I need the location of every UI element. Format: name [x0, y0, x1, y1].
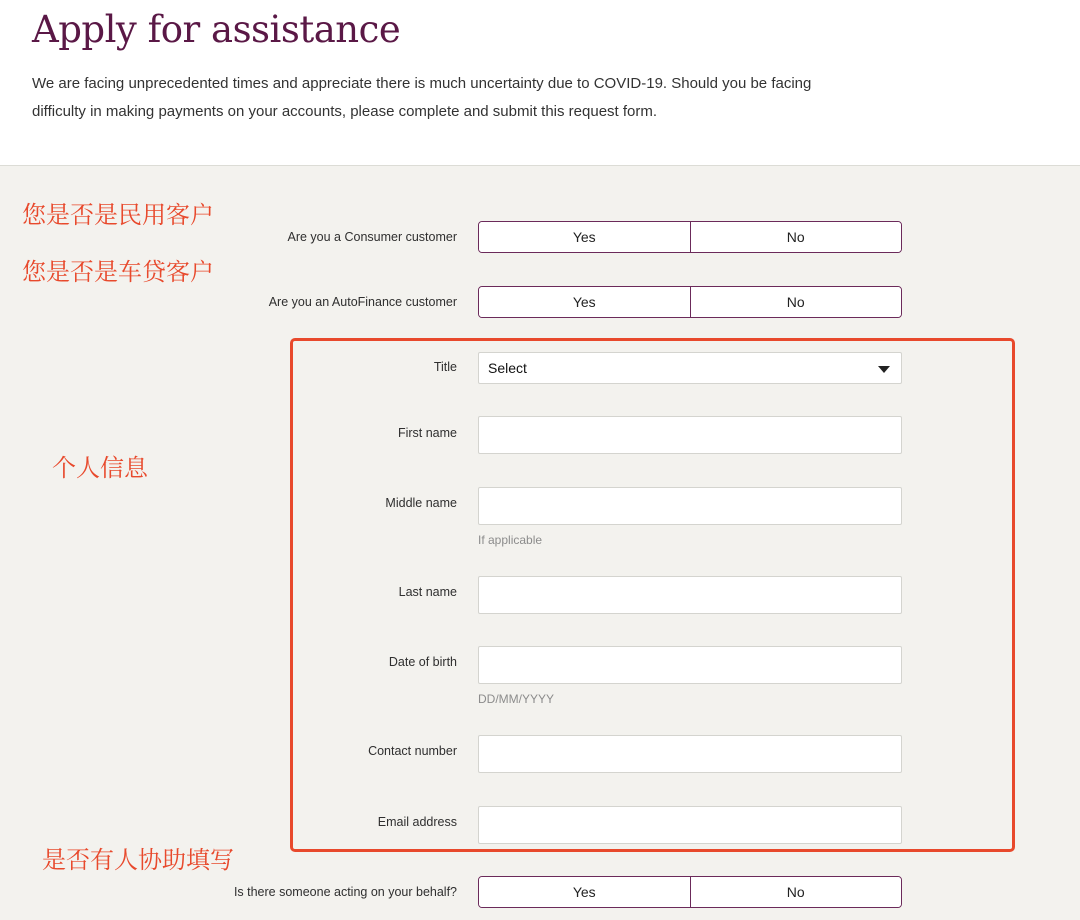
consumer-toggle — [478, 221, 902, 253]
behalf-yes-button[interactable]: Yes — [479, 877, 690, 907]
email-input[interactable] — [478, 806, 902, 844]
annotation-consumer: 您是否是民用客户 — [22, 201, 214, 229]
dob-input[interactable] — [478, 646, 902, 684]
title-select[interactable] — [478, 352, 902, 384]
caret-down-icon — [878, 366, 890, 373]
intro-text: We are facing unprecedented times and appreciate there is much uncertainty due to COVID-19. Should you be facing difficulty in making payments on your accounts, please complete and submit this request form. — [32, 75, 812, 120]
behalf-toggle — [478, 876, 902, 908]
consumer-yes-button[interactable]: Yes — [479, 222, 690, 252]
contact-number-input[interactable] — [478, 735, 902, 773]
dob-label: Date of birth — [388, 655, 457, 669]
last-name-input[interactable] — [478, 576, 902, 614]
annotation-behalf: 是否有人协助填写 — [42, 846, 234, 874]
email-label: Email address — [377, 815, 457, 829]
middle-name-label: Middle name — [385, 496, 457, 510]
contact-label: Contact number — [368, 744, 457, 758]
autofinance-label: Are you an AutoFinance customer — [268, 295, 457, 309]
dob-hint: DD/MM/YYYY — [478, 692, 555, 706]
title-select-value: Select — [488, 360, 527, 376]
last-name-label: Last name — [398, 585, 457, 599]
autofinance-no-button[interactable]: No — [690, 287, 902, 317]
title-label: Title — [433, 360, 457, 374]
first-name-label: First name — [397, 426, 457, 440]
annotation-personal-info: 个人信息 — [52, 454, 148, 482]
middle-name-input[interactable] — [478, 487, 902, 525]
page-title: Apply for assistance — [32, 8, 401, 51]
middle-name-hint: If applicable — [478, 533, 543, 547]
behalf-no-button[interactable]: No — [690, 877, 902, 907]
first-name-input[interactable] — [478, 416, 902, 454]
consumer-no-button[interactable]: No — [690, 222, 902, 252]
consumer-label: Are you a Consumer customer — [287, 230, 457, 244]
page-header — [0, 0, 1080, 166]
autofinance-toggle — [478, 286, 902, 318]
annotation-autofinance: 您是否是车贷客户 — [22, 258, 214, 286]
behalf-label: Is there someone acting on your behalf? — [233, 885, 457, 899]
autofinance-yes-button[interactable]: Yes — [479, 287, 690, 317]
